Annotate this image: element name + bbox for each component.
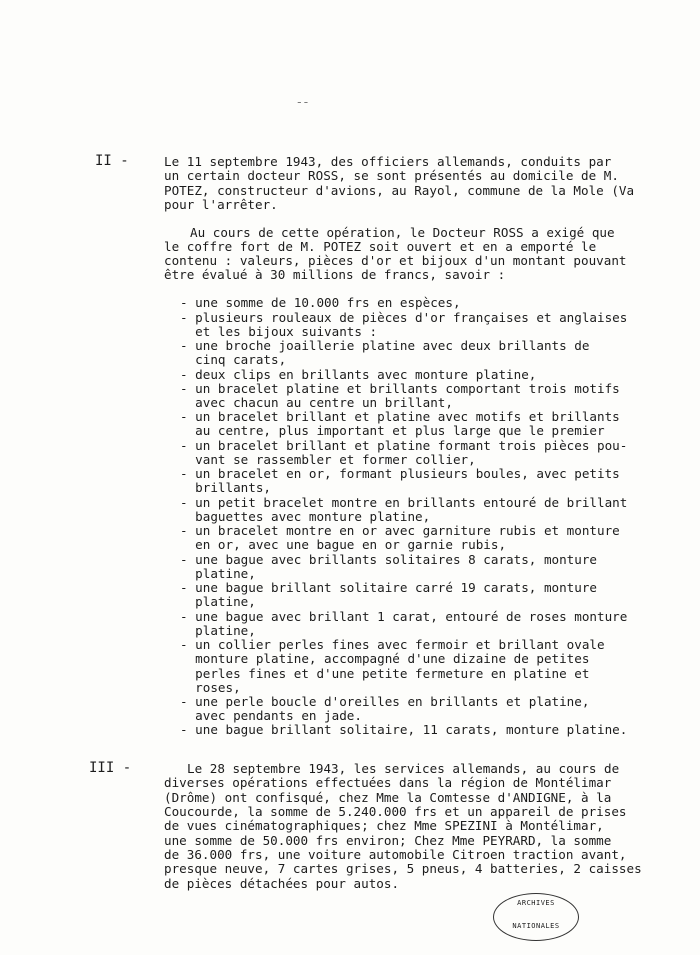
jewel-list-item: baguettes avec monture platine, [180,509,431,524]
section-3-line: Le 28 septembre 1943, les services allemands, au cours de [187,761,620,776]
section-2-para2-line: contenu : valeurs, pièces d'or et bijoux d'un montant pouvant [164,253,627,268]
section-3-line: diverses opérations effectuées dans la région de Montélimar [164,775,612,790]
page-mark: ¯¯ [296,100,310,113]
section-3-line: de vues cinématographiques; chez Mme SPEZINI à Montélimar, [164,818,604,833]
jewel-list-item: - une broche joaillerie platine avec deux brillants de [180,338,590,353]
stamp-bottom-text: NATIONALES [512,922,560,930]
jewel-list-item: - une bague avec brillant 1 carat, entouré de roses monture [180,609,628,624]
section-2-line: un certain docteur ROSS, se sont présentés au domicile de M. [164,168,619,183]
jewel-list-item: - un bracelet en or, formant plusieurs boules, avec petits [180,466,620,481]
section-2-number: II - [95,153,129,169]
section-2-para2-line: Au cours de cette opération, le Docteur ROSS a exigé que [190,225,615,240]
jewel-list-item: - un bracelet brillant et platine avec motifs et brillants [180,409,620,424]
jewel-list-item: - plusieurs rouleaux de pièces d'or françaises et anglaises [180,310,628,325]
section-3-line: de pièces détachées pour autos. [164,876,400,891]
jewel-list-item: cinq carats, [180,352,287,367]
jewel-list-item: - deux clips en brillants avec monture platine, [180,367,537,382]
jewel-list-item: - un bracelet brillant et platine formant trois pièces pou- [180,438,628,453]
section-2-line: Le 11 septembre 1943, des officiers allemands, conduits par [164,154,612,169]
stamp-top-text: ARCHIVES [517,899,555,907]
jewel-list-item: avec pendants en jade. [180,708,362,723]
jewel-list-item: monture platine, accompagné d'une dizaine de petites [180,651,590,666]
jewel-list-item: roses, [180,680,241,695]
jewel-list-item: - un collier perles fines avec fermoir et brillant ovale [180,637,605,652]
jewel-list-item: - une bague brillant solitaire carré 19 carats, monture [180,580,598,595]
section-2-line: POTEZ, constructeur d'avions, au Rayol, commune de la Mole (Va [164,183,635,198]
section-3-line: (Drôme) ont confisqué, chez Mme la Comtesse d'ANDIGNE, à la [164,790,612,805]
jewel-list-item: brillants, [180,480,271,495]
jewel-list-item: platine, [180,594,256,609]
jewel-list-item: - un petit bracelet montre en brillants entouré de brillant [180,495,628,510]
jewel-list-item: - un bracelet montre en or avec garniture rubis et monture [180,523,620,538]
section-3-line: de 36.000 frs, une voiture automobile Citroen traction avant, [164,847,627,862]
section-3-line: presque neuve, 7 cartes grises, 5 pneus, 4 batteries, 2 caisses [164,861,642,876]
jewel-list-item: platine, [180,566,256,581]
jewel-list-item: au centre, plus important et plus large que le premier [180,423,605,438]
section-2-para2-line: être évalué à 30 millions de francs, savoir : [164,267,506,282]
jewel-list-item: - une perle boucle d'oreilles en brillants et platine, [180,694,590,709]
jewel-list-item: perles fines et d'une petite fermeture en platine et [180,666,590,681]
jewel-list-item: - une bague brillant solitaire, 11 carats, monture platine. [180,722,628,737]
section-3-line: Coucourde, la somme de 5.240.000 frs et un appareil de prises [164,804,627,819]
section-3-number: III - [89,760,132,776]
jewel-list-item: - un bracelet platine et brillants comportant trois motifs [180,381,620,396]
section-3-line: une somme de 50.000 frs environ; Chez Mme PEYRARD, la somme [164,833,612,848]
section-2-para2-line: le coffre fort de M. POTEZ soit ouvert et en a emporté le [164,239,597,254]
jewel-list-item: avec chacun au centre un brillant, [180,395,453,410]
jewel-list-item: en or, avec une bague en or garnie rubis, [180,537,507,552]
jewel-list-item: - une bague avec brillants solitaires 8 carats, monture [180,552,598,567]
jewel-list-item: vant se rassembler et former collier, [180,452,476,467]
jewel-list-item: - une somme de 10.000 frs en espèces, [180,295,461,310]
jewel-list-item: platine, [180,623,256,638]
section-2-line: pour l'arrêter. [164,197,278,212]
archives-nationales-stamp [493,893,579,941]
jewel-list-item: et les bijoux suivants : [180,324,378,339]
